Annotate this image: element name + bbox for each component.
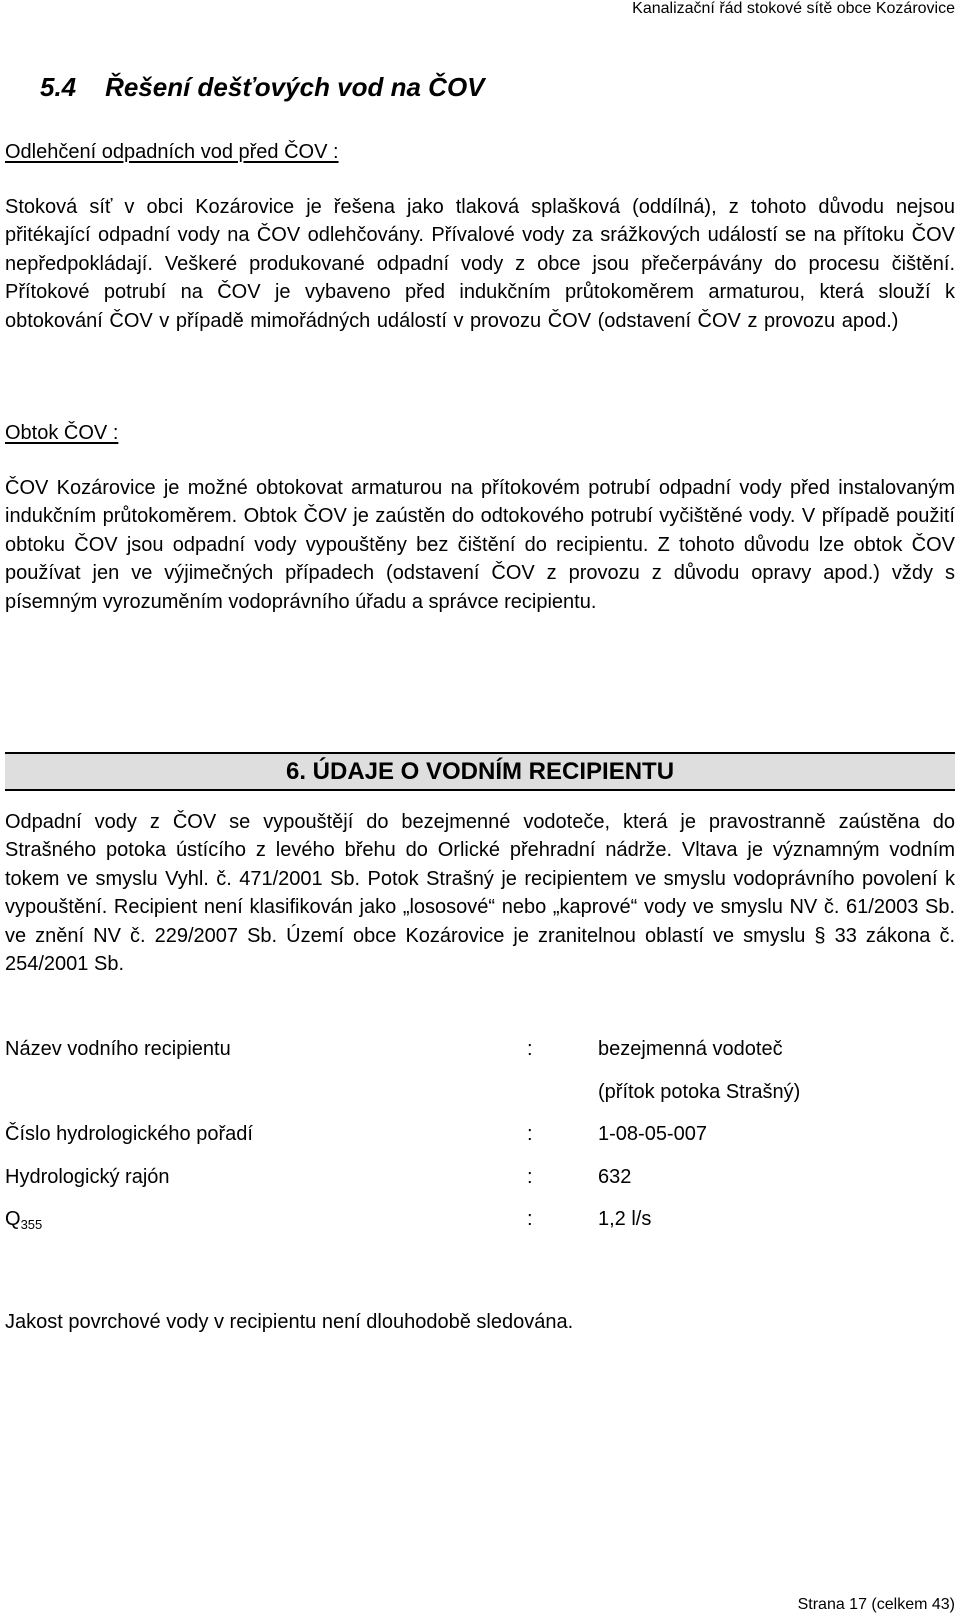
row-label: Hydrologický rajón [5, 1166, 170, 1188]
chapter-heading-bar [5, 752, 955, 791]
row-label-main: Q [5, 1208, 21, 1230]
paragraph-obtok: ČOV Kozárovice je možné obtokovat armaturou na přítokovém potrubí odpadní vody před instalovaným indukčním průtokoměrem. Obtok ČOV je zaústěn do odtokového potrubí vyčištěné vody. V případě použití obtoku ČOV jsou odpadní vody vypouštěny bez čištění do recipientu. Z tohoto důvodu lze obtok ČOV používat jen ve výjimečných případech (odstavení ČOV z provozu z důvodu opravy apod.) vždy s písemným vyrozuměním vodoprávního úřadu a správce recipientu. [5, 477, 955, 613]
table-row [5, 1034, 955, 1064]
row-label: Číslo hydrologického pořadí [5, 1123, 253, 1145]
row-value: 632 [598, 1166, 632, 1188]
table-row [5, 1204, 955, 1234]
table-row [5, 1119, 955, 1149]
paragraph-recipient-intro: Odpadní vody z ČOV se vypouštějí do bezejmenné vodoteče, která je pravostranně zaústěna do Strašného potoka ústícího z levého břehu do Orlické přehradní nádrže. Vltava je významným vodním tokem ve smyslu Vyhl. č. 471/2001 Sb. Potok Strašný je recipientem ve smyslu vodoprávního povolení k vypouštění. Recipient není klasifikován jako „lososové“ nebo „kaprové“ vody ve smyslu NV č. 61/2003 Sb. ve znění NV č. 229/2007 Sb. Území obce Kozárovice je zranitelnou oblastí ve smyslu § 33 zákona č. 254/2001 Sb. [5, 811, 955, 976]
chapter-title: 6. ÚDAJE O VODNÍM RECIPIENTU [285, 757, 675, 785]
section-title-text: Řešení dešťových vod na ČOV [105, 72, 485, 102]
paragraph-odlehceni: Stoková síť v obci Kozárovice je řešena jako tlaková splašková (oddílná), z tohoto důvodu nejsou přitékající odpadní vody na ČOV odlehčovány. Přívalové vody za srážkových událostí se na přítoku ČOV nepředpokládají. Veškeré produkované odpadní vody z obce jsou přečerpávány do procesu čištění. Přítokové potrubí na ČOV je vybaveno před indukčním průtokoměrem armaturou, která slouží k obtokování ČOV v případě mimořádných událostí v provozu ČOV (odstavení ČOV z provozu apod.) [5, 196, 955, 332]
section-number: 5.4 [40, 72, 77, 102]
table-row-continuation [5, 1077, 955, 1107]
row-value-line2: (přítok potoka Strašný) [598, 1081, 801, 1103]
row-label [5, 1204, 42, 1240]
row-value: 1-08-05-007 [598, 1123, 707, 1145]
row-separator: : [527, 1123, 533, 1145]
row-label-subscript: 355 [20, 1217, 43, 1232]
table-row [5, 1162, 955, 1192]
row-separator: : [527, 1208, 533, 1230]
row-label: Název vodního recipientu [5, 1038, 231, 1060]
subsection-heading-obtok: Obtok ČOV : [5, 422, 119, 444]
page-number: Strana 17 (celkem 43) [797, 1596, 955, 1613]
quality-note: Jakost povrchové vody v recipientu není dlouhodobě sledována. [5, 1311, 574, 1333]
row-value: 1,2 l/s [598, 1208, 652, 1230]
running-header: Kanalizační řád stokové sítě obce Kozárovice [632, 0, 955, 17]
row-value: bezejmenná vodoteč [598, 1038, 783, 1060]
subsection-heading-odlehceni: Odlehčení odpadních vod před ČOV : [5, 141, 339, 163]
section-title [40, 71, 485, 103]
row-separator: : [527, 1038, 533, 1060]
row-separator: : [527, 1166, 533, 1188]
